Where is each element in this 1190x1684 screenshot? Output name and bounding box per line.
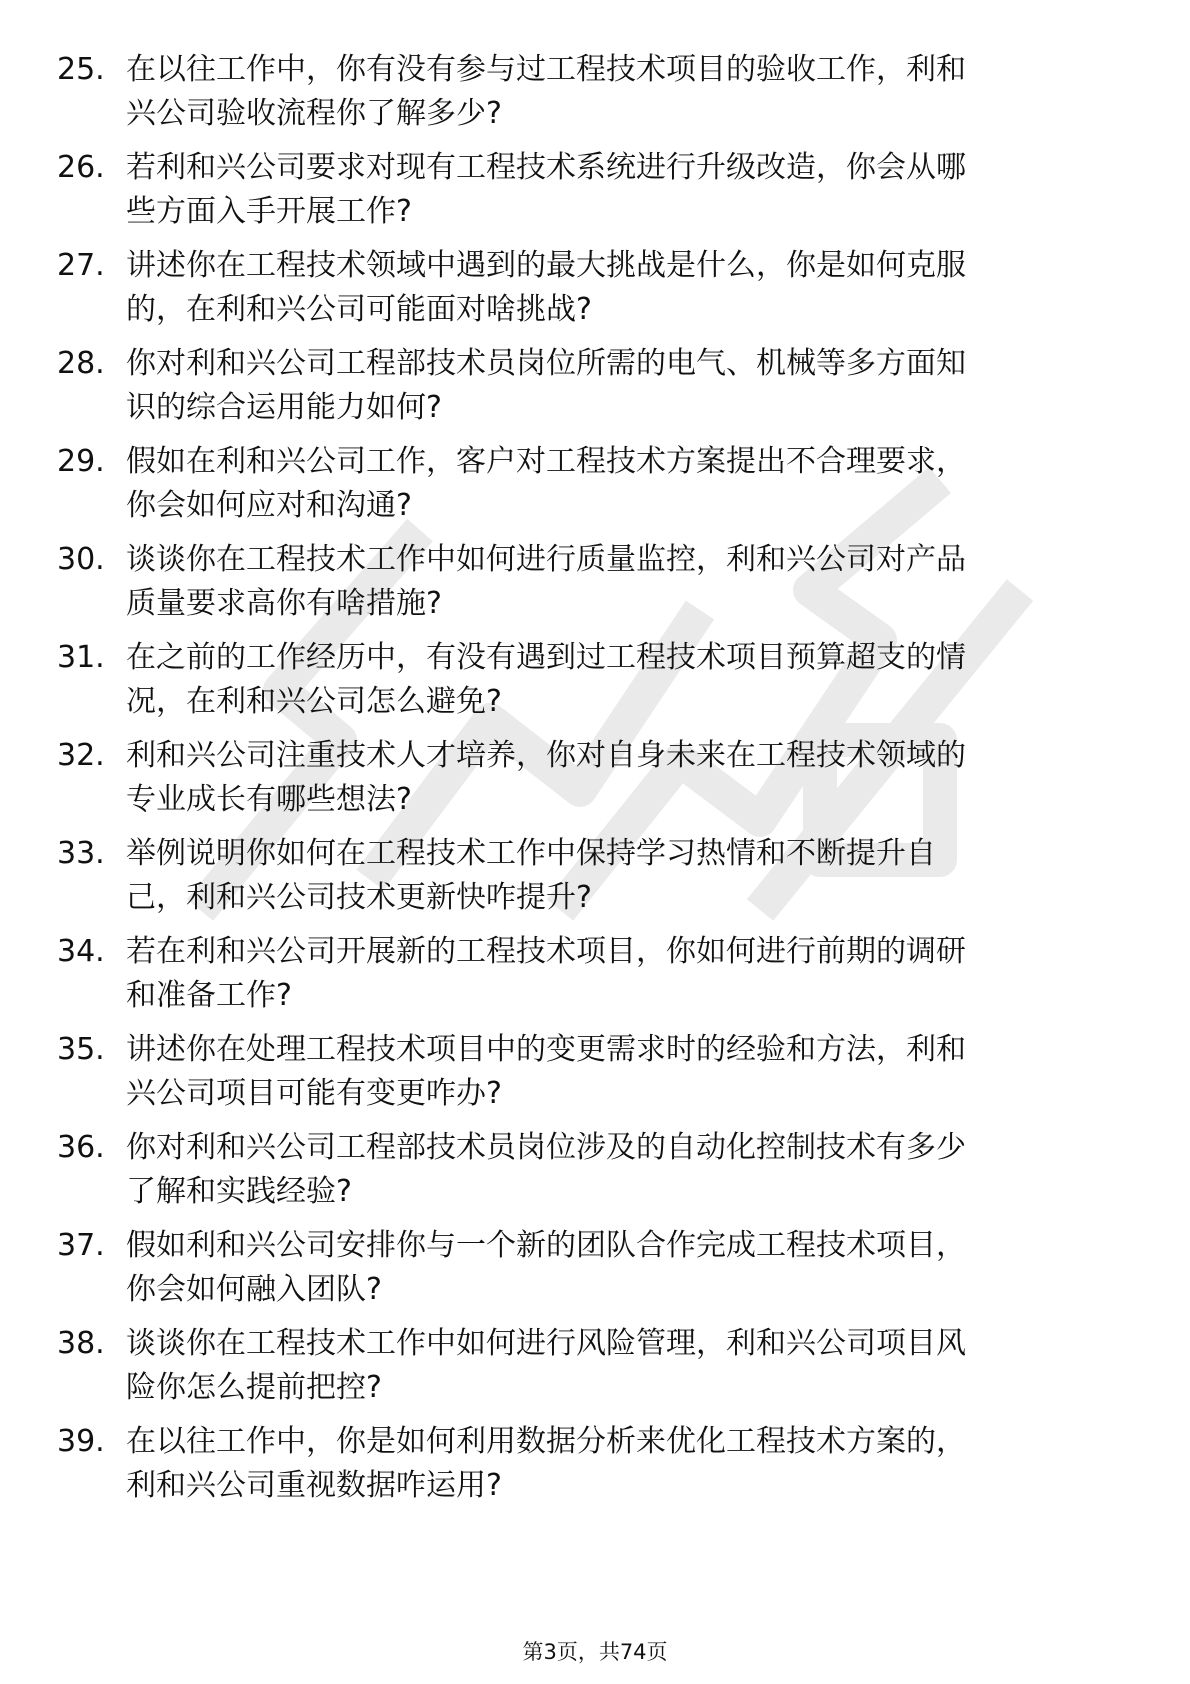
question-text <box>126 1322 1186 1410</box>
question-text <box>126 440 1186 528</box>
question-line: 利和兴公司重视数据咋运用? <box>126 1468 502 1503</box>
question-text <box>126 48 1186 136</box>
question-line: 己，利和兴公司技术更新快咋提升? <box>126 880 592 915</box>
question-text <box>126 1126 1186 1214</box>
page-number-footer: 第3页，共74页 <box>522 1640 668 1664</box>
question-line: 讲述你在处理工程技术项目中的变更需求时的经验和方法，利和 <box>126 1032 966 1067</box>
question-item <box>57 1028 1137 1126</box>
question-text <box>126 538 1186 626</box>
question-number: 32. <box>57 738 105 773</box>
question-item <box>57 1224 1137 1322</box>
question-number: 39. <box>57 1424 105 1459</box>
question-text <box>126 244 1186 332</box>
question-number: 33. <box>57 836 105 871</box>
question-list <box>57 48 1137 1518</box>
question-line: 谈谈你在工程技术工作中如何进行质量监控，利和兴公司对产品 <box>126 542 966 577</box>
question-line: 险你怎么提前把控? <box>126 1370 382 1405</box>
question-item <box>57 440 1137 538</box>
question-number: 37. <box>57 1228 105 1263</box>
question-item <box>57 146 1137 244</box>
question-number: 36. <box>57 1130 105 1165</box>
question-line: 况，在利和兴公司怎么避免? <box>126 684 502 719</box>
question-number: 27. <box>57 248 105 283</box>
question-item <box>57 930 1137 1028</box>
question-line: 假如利和兴公司安排你与一个新的团队合作完成工程技术项目， <box>126 1228 966 1263</box>
question-number: 29. <box>57 444 105 479</box>
question-item <box>57 342 1137 440</box>
question-text <box>126 930 1186 1018</box>
question-number: 31. <box>57 640 105 675</box>
question-item <box>57 1322 1137 1420</box>
question-line: 质量要求高你有啥措施? <box>126 586 442 621</box>
question-line: 你对利和兴公司工程部技术员岗位所需的电气、机械等多方面知 <box>126 346 966 381</box>
question-line: 谈谈你在工程技术工作中如何进行风险管理，利和兴公司项目风 <box>126 1326 966 1361</box>
question-item <box>57 832 1137 930</box>
question-line: 若利和兴公司要求对现有工程技术系统进行升级改造，你会从哪 <box>126 150 966 185</box>
question-line: 在以往工作中，你是如何利用数据分析来优化工程技术方案的， <box>126 1424 966 1459</box>
question-number: 30. <box>57 542 105 577</box>
question-line: 利和兴公司注重技术人才培养，你对自身未来在工程技术领域的 <box>126 738 966 773</box>
question-line: 举例说明你如何在工程技术工作中保持学习热情和不断提升自 <box>126 836 936 871</box>
question-text <box>126 734 1186 822</box>
question-line: 若在利和兴公司开展新的工程技术项目，你如何进行前期的调研 <box>126 934 966 969</box>
question-number: 38. <box>57 1326 105 1361</box>
question-text <box>126 342 1186 430</box>
question-number: 25. <box>57 52 105 87</box>
question-line: 专业成长有哪些想法? <box>126 782 412 817</box>
question-number: 28. <box>57 346 105 381</box>
question-line: 你对利和兴公司工程部技术员岗位涉及的自动化控制技术有多少 <box>126 1130 966 1165</box>
question-line: 你会如何融入团队? <box>126 1272 382 1307</box>
question-line: 你会如何应对和沟通? <box>126 488 412 523</box>
question-number: 35. <box>57 1032 105 1067</box>
question-line: 些方面入手开展工作? <box>126 194 412 229</box>
question-line: 讲述你在工程技术领域中遇到的最大挑战是什么，你是如何克服 <box>126 248 966 283</box>
question-text <box>126 832 1186 920</box>
question-line: 在之前的工作经历中，有没有遇到过工程技术项目预算超支的情 <box>126 640 966 675</box>
question-text <box>126 636 1186 724</box>
question-item <box>57 244 1137 342</box>
question-item <box>57 1126 1137 1224</box>
question-line: 假如在利和兴公司工作，客户对工程技术方案提出不合理要求， <box>126 444 966 479</box>
question-item <box>57 538 1137 636</box>
question-item <box>57 636 1137 734</box>
question-line: 的，在利和兴公司可能面对啥挑战? <box>126 292 592 327</box>
question-number: 34. <box>57 934 105 969</box>
question-text <box>126 1420 1186 1508</box>
question-line: 兴公司项目可能有变更咋办? <box>126 1076 502 1111</box>
question-item <box>57 48 1137 146</box>
question-line: 和准备工作? <box>126 978 292 1013</box>
question-item <box>57 734 1137 832</box>
question-text <box>126 1224 1186 1312</box>
question-line: 在以往工作中，你有没有参与过工程技术项目的验收工作，利和 <box>126 52 966 87</box>
question-line: 识的综合运用能力如何? <box>126 390 442 425</box>
question-line: 兴公司验收流程你了解多少? <box>126 96 502 131</box>
question-text <box>126 1028 1186 1116</box>
question-text <box>126 146 1186 234</box>
question-number: 26. <box>57 150 105 185</box>
question-line: 了解和实践经验? <box>126 1174 352 1209</box>
question-item <box>57 1420 1137 1518</box>
